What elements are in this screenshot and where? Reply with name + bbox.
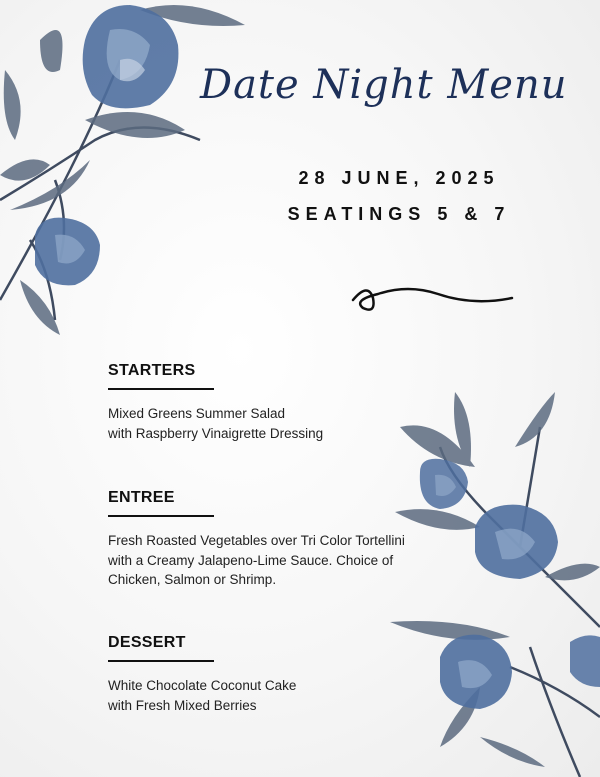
description-line: with a Creamy Jalapeno-Lime Sauce. Choice of [108, 552, 394, 568]
description-line: with Fresh Mixed Berries [108, 697, 257, 713]
description-line: Chicken, Salmon or Shrimp. [108, 572, 277, 587]
squiggle-divider [348, 280, 516, 320]
section-description [108, 676, 438, 715]
section-dessert [108, 634, 438, 715]
description-line: Fresh Roasted Vegetables over Tri Color Tortellini [108, 533, 405, 548]
section-heading: STARTERS [108, 362, 196, 379]
section-underline [108, 515, 214, 517]
section-heading: DESSERT [108, 634, 186, 651]
description-line: with Raspberry Vinaigrette Dressing [108, 425, 324, 441]
description-line: White Chocolate Coconut Cake [108, 678, 297, 693]
section-heading: ENTREE [108, 489, 175, 506]
event-date: 28 JUNE, 2025 [298, 168, 500, 188]
section-starters [108, 362, 438, 443]
section-underline [108, 388, 214, 390]
section-description [108, 404, 438, 443]
floral-decoration-top-left [0, 0, 280, 340]
section-description [108, 531, 438, 590]
event-seatings: SEATINGS 5 & 7 [287, 204, 511, 224]
section-entree [108, 489, 438, 590]
section-underline [108, 660, 214, 662]
description-line: Mixed Greens Summer Salad [108, 406, 286, 421]
menu-title: Date Night Menu [200, 62, 568, 108]
